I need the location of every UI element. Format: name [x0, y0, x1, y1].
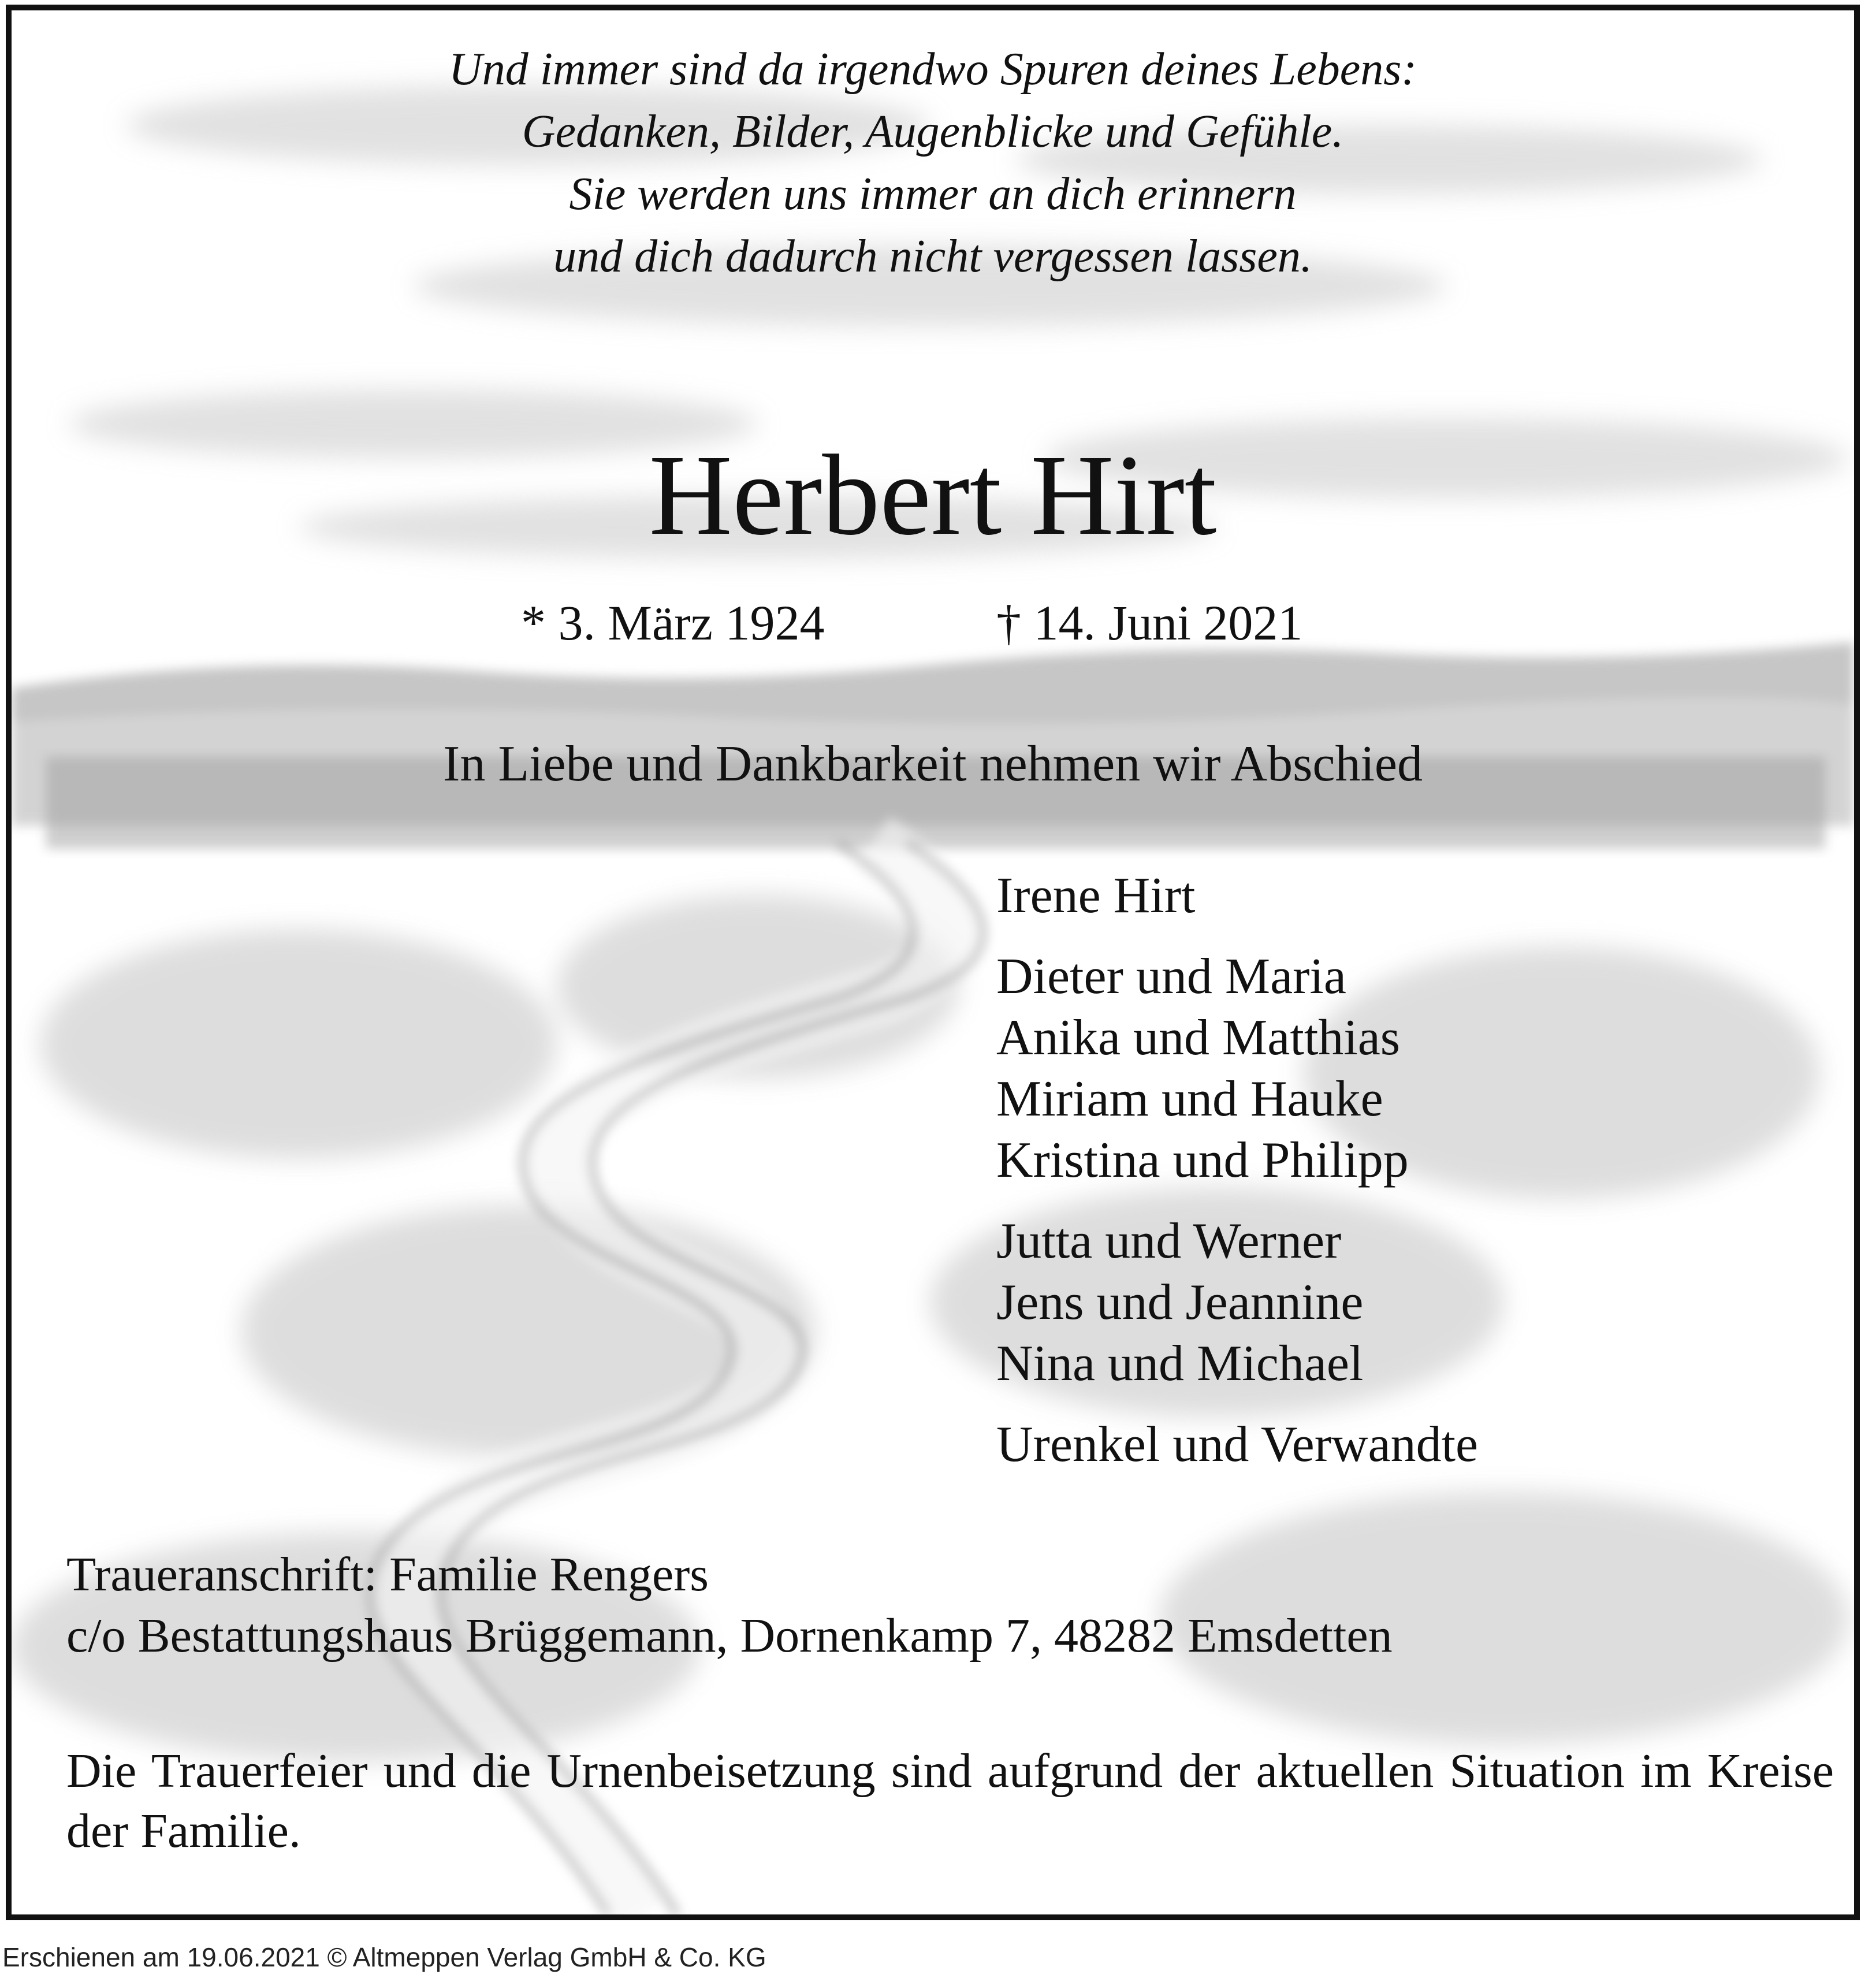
poem-line: Und immer sind da irgendwo Spuren deines Lebens: — [448, 44, 1417, 95]
poem-line: Sie werden uns immer an dich erinnern — [569, 169, 1297, 220]
deceased-name: Herbert Hirt — [649, 432, 1217, 559]
mourning-address — [66, 1544, 1393, 1667]
mourner-group — [996, 1414, 1478, 1475]
publication-footer: Erschienen am 19.06.2021 © Altmeppen Verlag GmbH & Co. KG — [2, 1942, 766, 1972]
death-date: † 14. Juni 2021 — [996, 595, 1303, 650]
mourner-name: Kristina und Philipp — [996, 1132, 1409, 1188]
mourner-name: Irene Hirt — [996, 868, 1196, 924]
mourner-group — [996, 946, 1478, 1191]
poem-line: und dich dadurch nicht vergessen lassen. — [553, 231, 1312, 282]
birth-date: * 3. März 1924 — [521, 595, 825, 650]
farewell-line: In Liebe und Dankbarkeit nehmen wir Abschied — [443, 736, 1423, 792]
address-line: c/o Bestattungshaus Brüggemann, Dornenkamp 7, 48282 Emsdetten — [66, 1609, 1393, 1663]
mourners-list — [996, 865, 1478, 1495]
memorial-poem — [12, 38, 1854, 288]
mourner-name: Jutta und Werner — [996, 1213, 1342, 1269]
mourner-group — [996, 865, 1478, 927]
mourner-name: Dieter und Maria — [996, 949, 1346, 1005]
mourner-name: Anika und Matthias — [996, 1010, 1401, 1066]
address-line: Traueranschrift: Familie Rengers — [66, 1548, 709, 1601]
mourner-group — [996, 1211, 1478, 1395]
obituary-frame — [6, 5, 1860, 1920]
ceremony-notice: Die Trauerfeier und die Urnenbeisetzung sind aufgrund der aktuellen Situation im Kreise der Familie. — [66, 1744, 1834, 1858]
poem-line: Gedanken, Bilder, Augenblicke und Gefühle. — [522, 106, 1344, 157]
mourner-name: Jens und Jeannine — [996, 1274, 1364, 1330]
mourner-name: Nina und Michael — [996, 1336, 1364, 1392]
mourner-name: Miriam und Hauke — [996, 1071, 1383, 1127]
mourner-name: Urenkel und Verwandte — [996, 1416, 1479, 1473]
